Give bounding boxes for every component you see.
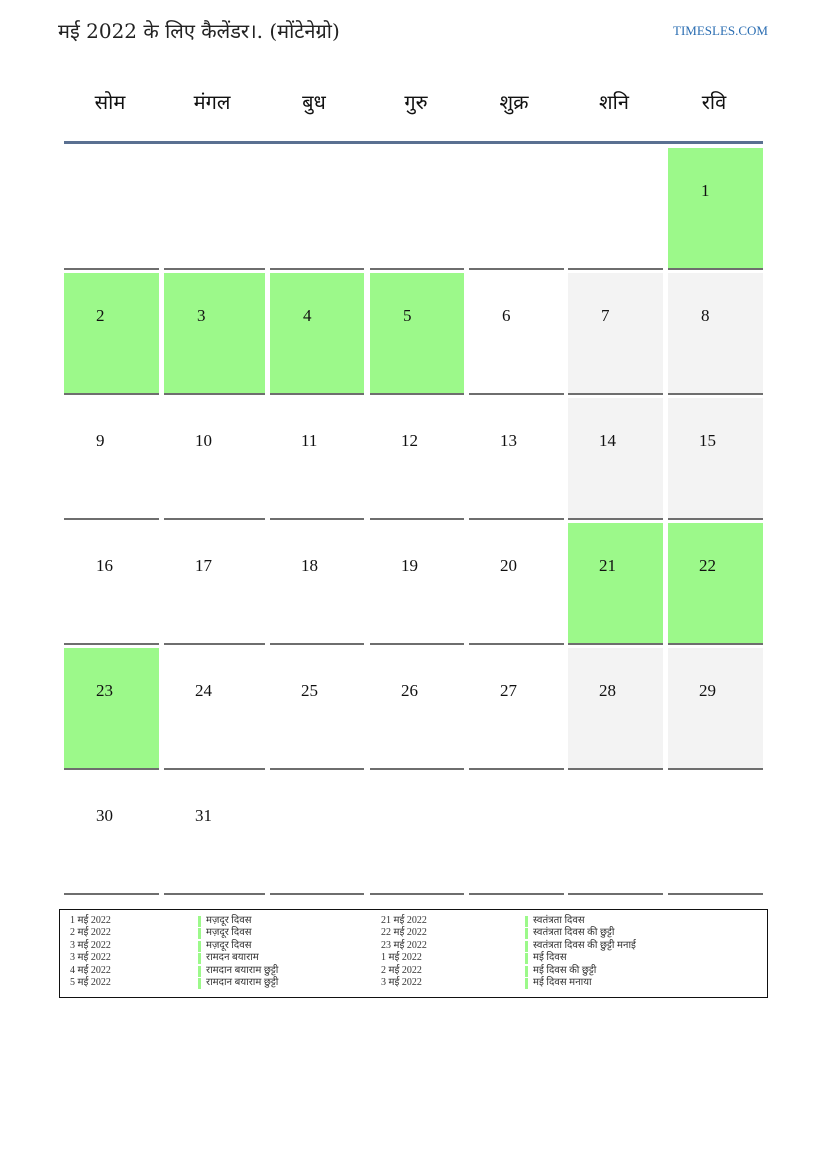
day-cell <box>668 773 763 895</box>
day-number: 19 <box>401 556 418 575</box>
day-number: 15 <box>699 431 716 450</box>
day-number: 4 <box>303 306 312 325</box>
weekday-header: शनि <box>599 90 629 114</box>
legend-color-marker <box>198 916 201 927</box>
day-cell[interactable] <box>270 523 364 645</box>
day-number: 7 <box>601 306 610 325</box>
day-cell[interactable] <box>64 773 159 895</box>
day-cell[interactable] <box>164 398 265 520</box>
day-number: 27 <box>500 681 517 700</box>
legend-holiday-name: रामदान बयाराम छुट्टी <box>206 977 279 988</box>
legend-color-marker <box>525 941 528 952</box>
day-cell[interactable] <box>164 523 265 645</box>
day-number: 21 <box>599 556 616 575</box>
legend-holiday-name: स्वतंत्रता दिवस की छुट्टी मनाई <box>533 939 636 951</box>
day-number: 29 <box>699 681 716 700</box>
legend-color-marker <box>525 928 528 939</box>
day-number: 13 <box>500 431 517 450</box>
day-number: 9 <box>96 431 105 450</box>
day-cell[interactable] <box>568 398 663 520</box>
site-link[interactable]: TIMESLES.COM <box>673 23 768 38</box>
day-number: 30 <box>96 806 113 825</box>
holiday-legend <box>59 909 768 998</box>
day-cell[interactable] <box>270 398 364 520</box>
day-cell[interactable] <box>270 273 364 395</box>
header-rule <box>64 141 763 144</box>
day-number: 20 <box>500 556 517 575</box>
day-cell[interactable] <box>469 648 564 770</box>
day-cell[interactable] <box>568 523 663 645</box>
day-cell[interactable] <box>668 148 763 270</box>
legend-holiday-name: रामदन बयाराम <box>206 952 259 964</box>
day-number: 18 <box>301 556 318 575</box>
day-number: 12 <box>401 431 418 450</box>
weekday-header: रवि <box>701 90 727 114</box>
day-number: 26 <box>401 681 418 700</box>
day-cell <box>370 148 464 270</box>
day-number: 31 <box>195 806 212 825</box>
day-cell <box>469 148 564 270</box>
legend-holiday-name: मई दिवस की छुट्टी <box>533 964 597 976</box>
legend-holiday-name: मई दिवस <box>533 952 567 964</box>
legend-date: 2 मई 2022 <box>70 927 111 939</box>
day-cell[interactable] <box>370 273 464 395</box>
day-number: 3 <box>197 306 206 325</box>
legend-holiday-name: स्वतंत्रता दिवस <box>533 915 585 926</box>
day-cell <box>270 148 364 270</box>
day-cell[interactable] <box>668 273 763 395</box>
day-number: 8 <box>701 306 710 325</box>
weekday-header: मंगल <box>193 90 231 114</box>
legend-date: 1 मई 2022 <box>70 915 111 926</box>
day-cell <box>164 148 265 270</box>
legend-date: 4 मई 2022 <box>70 964 111 976</box>
day-cell[interactable] <box>469 523 564 645</box>
legend-date: 3 मई 2022 <box>70 939 111 951</box>
day-number: 17 <box>195 556 212 575</box>
weekday-header: गुरु <box>404 90 428 114</box>
day-number: 16 <box>96 556 113 575</box>
day-cell <box>64 148 159 270</box>
legend-color-marker <box>198 953 201 964</box>
legend-color-marker <box>198 978 201 989</box>
day-cell[interactable] <box>568 273 663 395</box>
legend-date: 1 मई 2022 <box>381 952 422 964</box>
day-number: 24 <box>195 681 212 700</box>
day-cell <box>568 148 663 270</box>
day-number: 11 <box>301 431 318 450</box>
day-number: 5 <box>403 306 412 325</box>
day-cell[interactable] <box>668 523 763 645</box>
legend-holiday-name: मज़दूर दिवस <box>206 939 252 951</box>
legend-color-marker <box>525 916 528 927</box>
legend-date: 21 मई 2022 <box>381 915 427 926</box>
day-cell[interactable] <box>64 398 159 520</box>
legend-holiday-name: रामदान बयाराम छुट्टी <box>206 964 279 976</box>
legend-color-marker <box>198 966 201 977</box>
day-number: 6 <box>502 306 511 325</box>
weekday-header: सोम <box>94 90 126 114</box>
weekday-header: शुक्र <box>499 90 529 114</box>
legend-color-marker <box>525 966 528 977</box>
day-cell[interactable] <box>568 648 663 770</box>
day-cell[interactable] <box>164 273 265 395</box>
day-cell[interactable] <box>668 648 763 770</box>
legend-holiday-name: मज़दूर दिवस <box>206 915 252 926</box>
page-title: मई 2022 के लिए कैलेंडर।. (मोंटेनेग्रो) <box>58 19 340 43</box>
legend-color-marker <box>525 978 528 989</box>
legend-date: 3 मई 2022 <box>381 977 422 988</box>
legend-date: 3 मई 2022 <box>70 952 111 964</box>
legend-color-marker <box>198 941 201 952</box>
day-number: 22 <box>699 556 716 575</box>
legend-date: 2 मई 2022 <box>381 964 422 976</box>
day-number: 14 <box>599 431 616 450</box>
day-number: 25 <box>301 681 318 700</box>
day-cell[interactable] <box>668 398 763 520</box>
day-cell <box>568 773 663 895</box>
day-number: 2 <box>96 306 105 325</box>
legend-holiday-name: मई दिवस मनाया <box>533 977 592 988</box>
day-number: 23 <box>96 681 113 700</box>
day-cell[interactable] <box>64 523 159 645</box>
legend-color-marker <box>525 953 528 964</box>
legend-holiday-name: मज़दूर दिवस <box>206 927 252 939</box>
day-cell[interactable] <box>370 398 464 520</box>
day-number: 1 <box>701 181 710 200</box>
legend-date: 23 मई 2022 <box>381 939 427 951</box>
day-cell[interactable] <box>469 398 564 520</box>
weekday-header-row <box>62 82 764 122</box>
day-cell[interactable] <box>270 648 364 770</box>
day-number: 28 <box>599 681 616 700</box>
day-cell[interactable] <box>164 648 265 770</box>
day-cell[interactable] <box>469 273 564 395</box>
day-number: 10 <box>195 431 212 450</box>
day-cell[interactable] <box>370 648 464 770</box>
weekday-header: बुध <box>302 90 326 114</box>
legend-holiday-name: स्वतंत्रता दिवस की छुट्टी <box>533 927 615 939</box>
day-cell[interactable] <box>64 648 159 770</box>
day-cell <box>370 773 464 895</box>
legend-date: 5 मई 2022 <box>70 977 111 988</box>
legend-color-marker <box>198 928 201 939</box>
legend-date: 22 मई 2022 <box>381 927 427 939</box>
day-cell <box>469 773 564 895</box>
day-cell[interactable] <box>370 523 464 645</box>
day-cell <box>270 773 364 895</box>
day-cell[interactable] <box>64 273 159 395</box>
day-cell[interactable] <box>164 773 265 895</box>
